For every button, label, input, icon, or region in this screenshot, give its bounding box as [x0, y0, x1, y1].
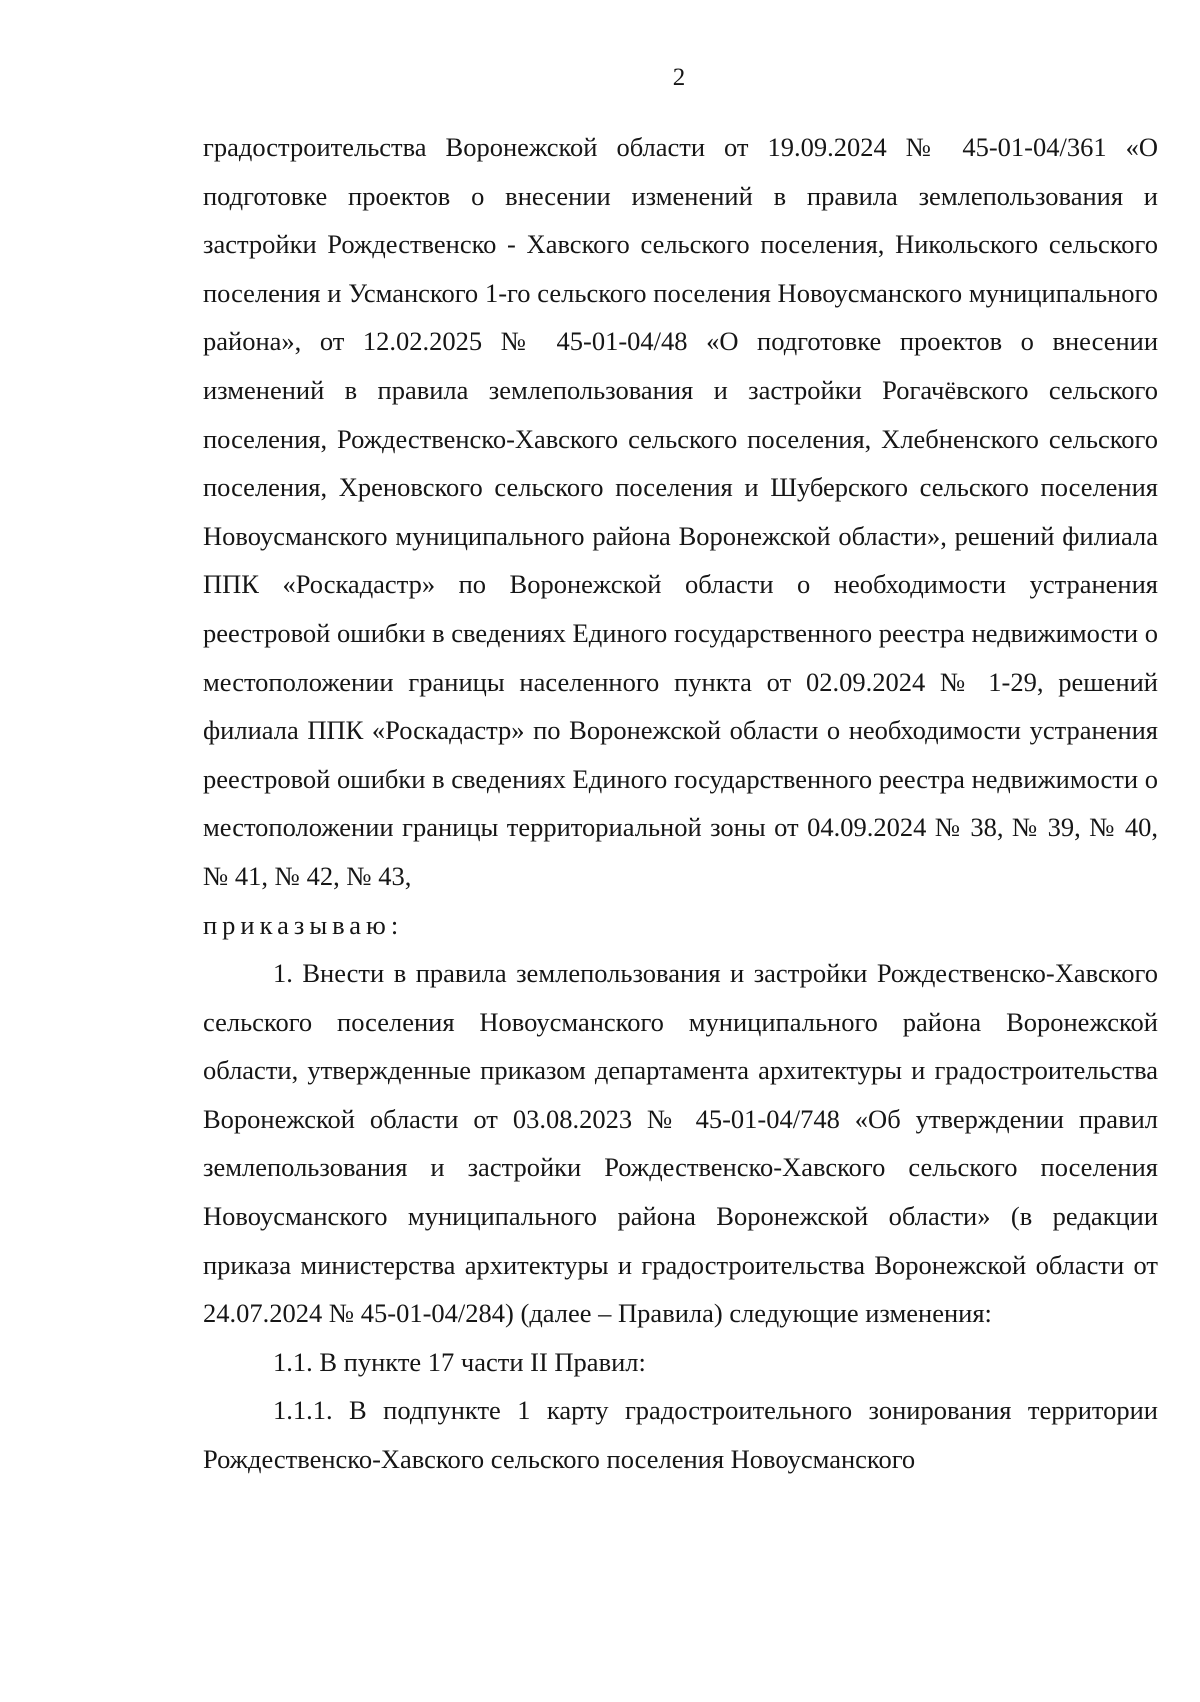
- paragraph-preamble-continuation: градостроительства Воронежской области от 19.09.2024 № 45-01-04/361 «О подготовке проектов о внесении изменений в правила землепользования и застройки Рождественско - Хавского сельского поселения, Никольского сельского поселения и Усманского 1-го сельского поселения Новоусманского муниципального района», от 12.02.2025 № 45-01-04/48 «О подготовке проектов о внесении изменений в правила землепользования и застройки Рогачёвского сельского поселения, Рождественско-Хавского сельского поселения, Хлебненского сельского поселения, Хреновского сельского поселения и Шуберского сельского поселения Новоусманского муниципального района Воронежской области», решений филиала ППК «Роскадастр» по Воронежской области о необходимости устранения реестровой ошибки в сведениях Единого государственного реестра недвижимости о местоположении границы населенного пункта от 02.09.2024 № 1-29, решений филиала ППК «Роскадастр» по Воронежской области о необходимости устранения реестровой ошибки в сведениях Единого государственного реестра недвижимости о местоположении границы территориальной зоны от 04.09.2024 № 38, № 39, № 40, № 41, № 42, № 43,: [203, 132, 1158, 891]
- paragraph-item-1-1-1: 1.1.1. В подпункте 1 карту градостроительного зонирования территории Рождественско-Хавского сельского поселения Новоусманского: [203, 1395, 1158, 1475]
- paragraph-item-1: 1. Внести в правила землепользования и застройки Рождественско-Хавского сельского поселения Новоусманского муниципального района Воронежской области, утвержденные приказом департамента архитектуры и градостроительства Воронежской области от 03.08.2023 № 45-01-04/748 «Об утверждении правил землепользования и застройки Рождественско-Хавского сельского поселения Новоусманского муниципального района Воронежской области» (в редакции приказа министерства архитектуры и градостроительства Воронежской области от 24.07.2024 № 45-01-04/284) (далее – Правила) следующие изменения:: [203, 958, 1158, 1329]
- page-number: 2: [672, 64, 686, 91]
- paragraph-item-1-1: 1.1. В пункте 17 части II Правил:: [273, 1346, 646, 1377]
- paragraph-order-word: приказываю:: [203, 909, 404, 940]
- document-body: [203, 123, 1158, 1484]
